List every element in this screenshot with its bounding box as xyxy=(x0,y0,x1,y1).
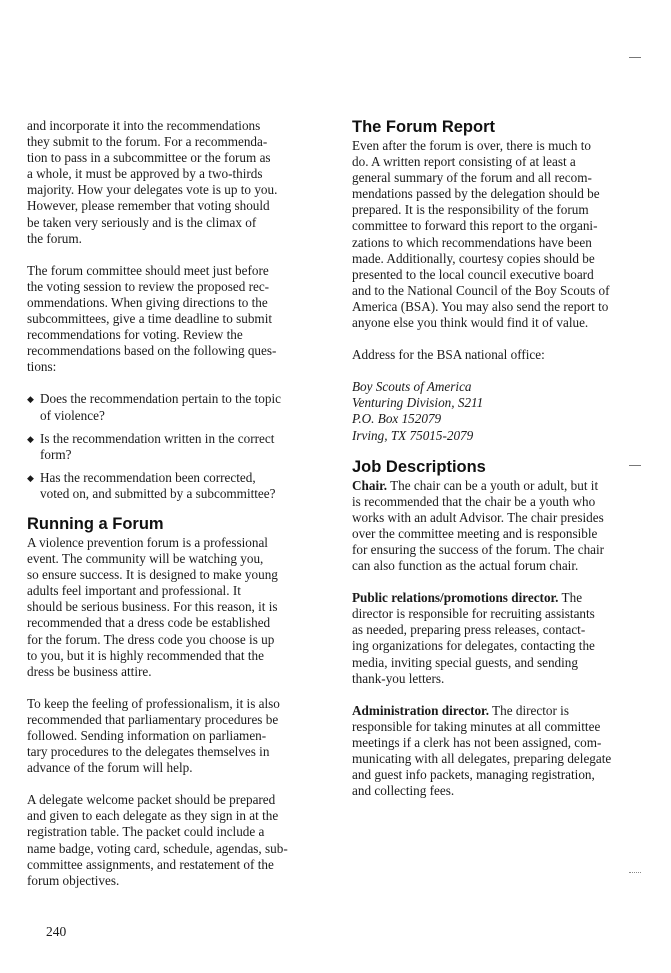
diamond-bullet-icon: ◆ xyxy=(27,472,34,483)
paragraph-forum-report: Even after the forum is over, there is much to do. A written report consisting of at least a general summary of the forum and all recom- mendations passed by the delegation should be prepared. It is the responsibility of the forum committee to forward this report to the organi- zations to which recommendations have been made. Additionally, courtesy copies should be presented to the local council executive board and to the National Council of the Boy Scouts of America (BSA). You may also send the report to anyone else you think would find it of value. xyxy=(352,138,610,331)
job-title: Administration director. xyxy=(352,702,489,718)
address-line: Irving, TX 75015-2079 xyxy=(352,427,474,443)
paragraph-parliamentary: To keep the feeling of professionalism, it is also recommended that parliamentary procedures be followed. Sending information on parliamen- tary procedures to the delegates themselves in advance of the forum will help. xyxy=(27,695,280,776)
page-number: 240 xyxy=(46,924,67,939)
paragraph-voting: and incorporate it into the recommendations they submit to the forum. For a recommenda- tion to pass in a subcommittee or the forum as a whole, it must be approved by a two-thirds majority. How your delegates vote is up to you. However, please remember that voting should be taken very seriously and is the climax of the forum. xyxy=(27,118,278,246)
bsa-address xyxy=(352,379,616,443)
heading-running-a-forum: Running a Forum xyxy=(27,514,164,533)
job-text: The chair can be a youth or adult, but it is recommended that the chair be a youth who works with an adult Advisor. The chair presides over the committee meeting and is responsible for ensuring the success of the forum. The chair can also function as the actual forum chair. xyxy=(352,477,605,574)
list-item xyxy=(27,391,289,423)
job-text: The director is responsible for recruiting assistants as needed, preparing press releases, contact- ing organizations for delegates, contacting the media, inviting special guests, and sending thank-you letters. xyxy=(352,590,595,686)
diamond-bullet-icon: ◆ xyxy=(27,433,34,444)
job-administration xyxy=(352,703,616,800)
job-text: The director is responsible for taking minutes at all committee meetings if a clerk has not been assigned, com- municating with all delegates, preparing delegate and guest info packets, managing registration, and collecting fees. xyxy=(352,702,612,799)
address-line: Boy Scouts of America xyxy=(352,379,472,395)
list-item xyxy=(27,431,289,463)
job-public-relations xyxy=(352,590,616,687)
job-title: Chair. xyxy=(352,477,388,493)
paragraph-review: The forum committee should meet just before the voting session to review the proposed rec- ommendations. When giving directions to the subcommittees, give a time deadline to submit recommendations for voting. Review the recommendations based on the following ques- tions: xyxy=(27,262,277,375)
left-column xyxy=(27,118,289,905)
list-item xyxy=(27,470,289,502)
job-chair xyxy=(352,478,616,575)
list-item-text: Does the recommendation pertain to the topic of violence? xyxy=(40,391,281,423)
margin-mark xyxy=(629,57,641,58)
diamond-bullet-icon: ◆ xyxy=(27,394,34,405)
paragraph-professional-event: A violence prevention forum is a professional event. The community will be watching you, so ensure success. It is designed to make young adults feel important and professional. It should be serious business. For this reason, it is recommended that a dress code be established for the forum. The dress code you choose is up to you, but it is highly recommended that the dress be business attire. xyxy=(27,534,278,679)
margin-mark xyxy=(629,872,641,873)
address-line: Venturing Division, S211 xyxy=(352,395,484,411)
address-line: P.O. Box 152079 xyxy=(352,411,442,427)
paragraph-welcome-packet: A delegate welcome packet should be prepared and given to each delegate as they sign in at the registration table. The packet could include a name badge, voting card, schedule, agendas, sub- committee assignments, and restatement of the forum objectives. xyxy=(27,792,288,888)
list-item-text: Is the recommendation written in the correct form? xyxy=(40,430,275,462)
list-item-text: Has the recommendation been corrected, voted on, and submitted by a subcommittee? xyxy=(40,469,276,501)
margin-mark xyxy=(629,465,641,466)
heading-job-descriptions: Job Descriptions xyxy=(352,457,486,476)
address-intro: Address for the BSA national office: xyxy=(352,347,545,363)
right-column xyxy=(352,118,616,815)
heading-forum-report: The Forum Report xyxy=(352,118,495,136)
review-questions-list xyxy=(27,391,289,502)
job-title: Public relations/promotions director. xyxy=(352,590,559,606)
